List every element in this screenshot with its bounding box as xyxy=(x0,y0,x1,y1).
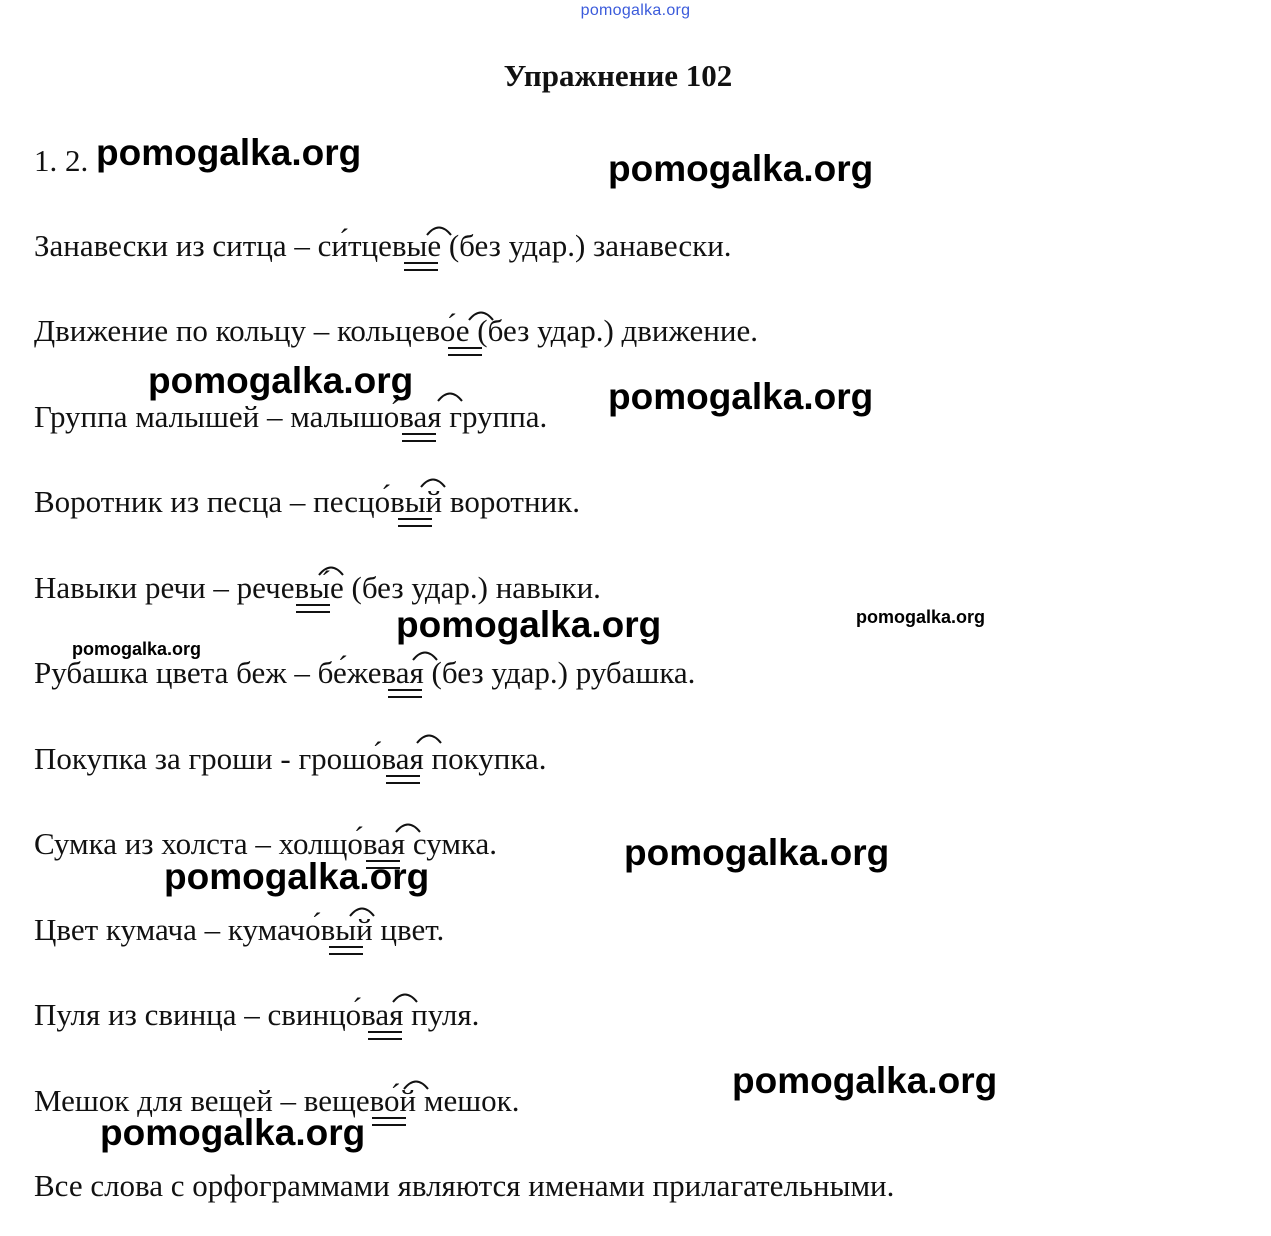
exercise-line-7: Покупка за гроши - грошо́вая покупка. xyxy=(34,741,547,776)
orthogram-underline xyxy=(448,347,482,356)
suffix-arc-mark xyxy=(416,730,442,744)
suffix-arc-mark xyxy=(403,1076,429,1090)
suffix-arc-mark xyxy=(318,562,344,576)
exercise-line-12: Все слова с орфограммами являются именами прилагательными. xyxy=(34,1168,895,1203)
orthogram-underline xyxy=(402,433,436,442)
orthogram-underline xyxy=(386,775,420,784)
suffix-arc-mark xyxy=(420,474,446,488)
watermark: pomogalka.org xyxy=(732,1060,998,1101)
watermark: pomogalka.org xyxy=(100,1112,366,1153)
exercise-line-3: Группа малышей – малышо́вая группа. xyxy=(34,399,548,434)
orthogram-underline xyxy=(398,518,432,527)
exercise-line-10: Пуля из свинца – свинцо́вая пуля. xyxy=(34,997,480,1032)
exercise-line-11: Мешок для вещей – вещево́й мешок. xyxy=(34,1083,520,1118)
exercise-line-8: Сумка из холста – холщо́вая сумка. xyxy=(34,826,498,861)
watermark: pomogalka.org xyxy=(396,604,662,645)
exercise-line-2: Движение по кольцу – кольцево́е (без удар.) движение. xyxy=(34,313,758,348)
watermark: pomogalka.org xyxy=(856,607,986,627)
exercise-line-4: Воротник из песца – песцо́вый воротник. xyxy=(34,484,580,519)
watermark: pomogalka.org xyxy=(72,639,202,659)
suffix-arc-mark xyxy=(395,819,421,833)
orthogram-underline xyxy=(368,1031,402,1040)
orthogram-underline xyxy=(372,1117,406,1126)
exercise-line-9: Цвет кумача – кумачо́вый цвет. xyxy=(34,912,445,947)
exercise-title: Упражнение 102 xyxy=(503,58,733,93)
watermark: pomogalka.org xyxy=(96,132,362,173)
suffix-arc-mark xyxy=(437,388,463,402)
suffix-arc-mark xyxy=(392,989,418,1003)
orthogram-underline xyxy=(388,689,422,698)
suffix-arc-mark xyxy=(412,647,438,661)
exercise-line-1: Занавески из ситца – си́тцевые (без удар.) занавески. xyxy=(34,228,732,263)
task-number: 1. 2. xyxy=(34,143,89,178)
watermark: pomogalka.org xyxy=(608,376,874,417)
suffix-arc-mark xyxy=(468,307,494,321)
suffix-arc-mark xyxy=(349,903,375,917)
watermark: pomogalka.org xyxy=(608,148,874,189)
exercise-line-6: Рубашка цвета беж – бе́жевая (без удар.) рубашка. xyxy=(34,655,696,690)
site-watermark-top: pomogalka.org xyxy=(580,2,691,19)
exercise-line-5: Навыки речи – речевы́е (без удар.) навыки. xyxy=(34,570,601,605)
orthogram-underline xyxy=(404,262,438,271)
watermark: pomogalka.org xyxy=(624,832,890,873)
watermark: pomogalka.org xyxy=(164,856,430,897)
orthogram-underline xyxy=(296,604,330,613)
suffix-arc-mark xyxy=(426,222,452,236)
watermark: pomogalka.org xyxy=(148,360,414,401)
orthogram-underline xyxy=(329,946,363,955)
